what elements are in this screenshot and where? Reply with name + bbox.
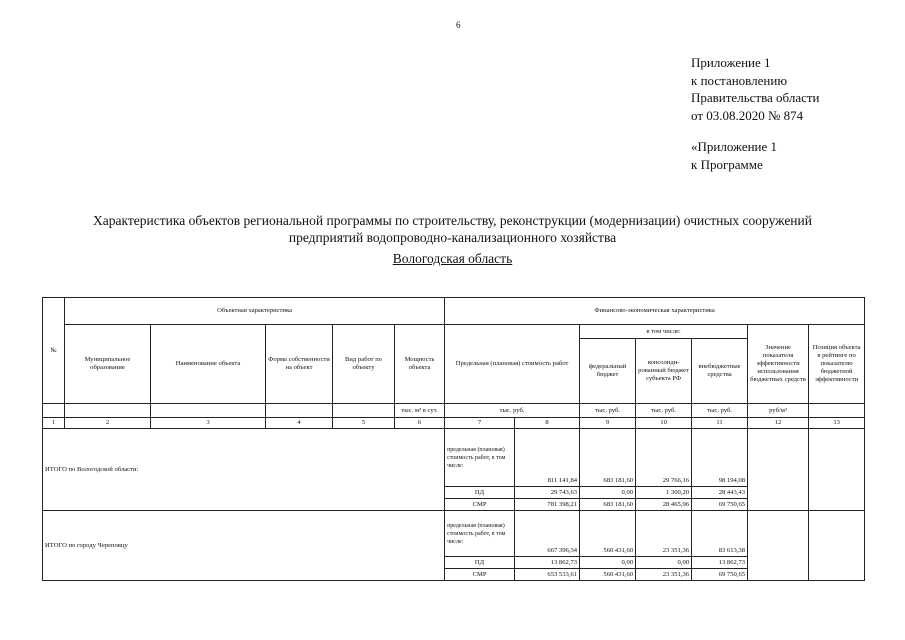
header-capacity: Мощность объекта	[395, 325, 445, 404]
objects-table	[42, 297, 865, 581]
header-rating: Позиция объекта в рейтинге по показателю бюджетной эффективности	[809, 325, 865, 404]
program-annex-line: к Программе	[691, 156, 763, 172]
cell-consolidated: 23 351,36	[636, 569, 692, 581]
col-number: 4	[266, 418, 333, 429]
unit-efficiency: руб/м³	[748, 404, 809, 418]
unit-consolidated: тыс. руб.	[636, 404, 692, 418]
annex-line: от 03.08.2020 № 874	[691, 107, 804, 123]
unit-extra: тыс. руб.	[692, 404, 748, 418]
col-number: 1	[43, 418, 65, 429]
cell-efficiency	[748, 429, 809, 511]
unit-federal: тыс. руб.	[580, 404, 636, 418]
cell-total: 13 862,73	[515, 557, 580, 569]
cell-extra: 69 750,65	[692, 499, 748, 511]
cell-total: 781 398,21	[515, 499, 580, 511]
title-line-2: предприятий водопроводно-канализационного хозяйства	[288, 230, 617, 245]
row-label: СМР	[445, 499, 515, 511]
col-number: 10	[636, 418, 692, 429]
header-ownership: Форма собственности на объект	[266, 325, 333, 404]
cell-consolidated: 1 300,20	[636, 487, 692, 499]
header-extra-budget: внебюджетные средства	[692, 339, 748, 404]
cell-efficiency	[748, 511, 809, 581]
annex-line: к постановлению	[691, 72, 788, 88]
cell-extra: 69 750,65	[692, 569, 748, 581]
row-label: ПД	[445, 557, 515, 569]
col-number: 8	[515, 418, 580, 429]
row-label: ПД	[445, 487, 515, 499]
header-max-cost: Предельная (плановая) стоимость работ	[445, 325, 580, 404]
header-object-group: Объектная характеристика	[65, 298, 445, 325]
row-label: СМР	[445, 569, 515, 581]
col-number: 6	[395, 418, 445, 429]
cell-extra: 83 613,38	[692, 511, 748, 557]
cell-federal: 560 431,60	[580, 569, 636, 581]
cell-federal: 560 431,60	[580, 511, 636, 557]
cell-federal: 683 181,60	[580, 429, 636, 487]
group-label: ИТОГО по Вологодской области:	[43, 429, 445, 511]
col-number: 3	[151, 418, 266, 429]
group-label: ИТОГО по городу Череповцу	[43, 511, 445, 581]
annex-block	[691, 54, 820, 173]
cell-consolidated: 28 465,96	[636, 499, 692, 511]
cell-extra: 28 443,43	[692, 487, 748, 499]
cell-consolidated: 23 351,36	[636, 511, 692, 557]
row-label: предельная (плановая) стоимость работ, в том числе:	[445, 511, 515, 557]
col-number: 5	[333, 418, 395, 429]
cell-consolidated: 0,00	[636, 557, 692, 569]
unit-cost: тыс. руб.	[445, 404, 580, 418]
header-consolidated: консолиди-рованный бюджет субъекта РФ	[636, 339, 692, 404]
header-efficiency: Значение показателя эффективности использования бюджетных средств	[748, 325, 809, 404]
cell-federal: 0,00	[580, 487, 636, 499]
col-number: 9	[580, 418, 636, 429]
annex-line: Приложение 1	[691, 55, 771, 70]
col-number: 11	[692, 418, 748, 429]
page-number: 6	[456, 20, 461, 30]
col-number: 7	[445, 418, 515, 429]
col-number: 13	[809, 418, 865, 429]
header-federal: федеральный бюджет	[580, 339, 636, 404]
cell-total: 653 533,61	[515, 569, 580, 581]
table-row	[43, 429, 865, 487]
cell-federal: 0,00	[580, 557, 636, 569]
header-municipality: Муниципальное образование	[65, 325, 151, 404]
header-object-name: Наименование объекта	[151, 325, 266, 404]
title-line-1: Характеристика объектов региональной программы по строительству, реконструкции (модернизации) очистных сооружений	[93, 213, 812, 228]
header-finance-group: Финансово-экономическая характеристика	[445, 298, 865, 325]
col-number: 12	[748, 418, 809, 429]
region-name: Вологодская область	[392, 251, 513, 266]
program-annex-line: «Приложение 1	[691, 139, 778, 154]
cell-total: 667 396,34	[515, 511, 580, 557]
annex-line: Правительства области	[691, 90, 820, 105]
header-work-type: Вид работ по объекту	[333, 325, 395, 404]
table-row	[43, 511, 865, 557]
document-title	[0, 212, 905, 267]
cell-extra: 13 862,73	[692, 557, 748, 569]
cell-total: 29 743,63	[515, 487, 580, 499]
cell-total: 811 141,84	[515, 429, 580, 487]
cell-federal: 683 181,60	[580, 499, 636, 511]
unit-capacity: тыс. м³ в сут.	[395, 404, 445, 418]
cell-consolidated: 29 766,16	[636, 429, 692, 487]
cell-extra: 98 194,08	[692, 429, 748, 487]
cell-rating	[809, 429, 865, 511]
col-number: 2	[65, 418, 151, 429]
row-label: предельная (плановая) стоимость работ, в том числе:	[445, 429, 515, 487]
header-including: в том числе:	[580, 325, 748, 339]
header-num: №	[43, 298, 65, 404]
cell-rating	[809, 511, 865, 581]
